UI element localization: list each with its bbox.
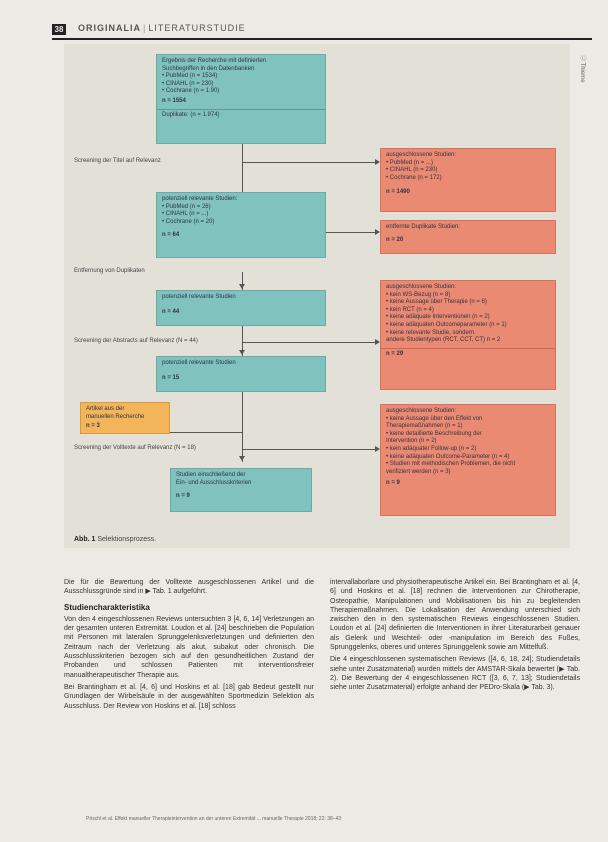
flow-line: • Cochrane (n = 1.90): [162, 88, 220, 95]
flow-line: entfernte Duplikate Studien:: [386, 224, 461, 230]
flow-line: • keine relevante Studie, sondern: [386, 329, 475, 336]
duplicates-line: Duplikate: (n = 1.974): [162, 111, 220, 118]
flow-line: • CINAHL (n = 230): [386, 167, 438, 174]
step-label-abstract-screening: Screening der Abstracts auf Relevanz (N = 44): [74, 338, 198, 344]
flow-connector: [242, 162, 377, 163]
flow-line: Artikel aus der: [86, 406, 125, 412]
flow-line: • keine adäquaten Outcome-Parameter (n = 4): [386, 453, 510, 460]
flow-count: n = 1554: [162, 97, 186, 104]
flow-line: • PubMed (n = 26): [162, 203, 211, 210]
flow-line: • kein RCT (n = 4): [386, 306, 434, 313]
flow-count: n = 20: [386, 236, 404, 243]
flow-line: Ein- und Ausschlusskriterien: [176, 479, 252, 486]
paragraph: Von den 4 eingeschlossenen Reviews untersuchten 3 [4, 6, 14] Verletzungen an der gesamten unteren Extremität. Loudon et al. [24] beschrieben die Population mit Personen mit lateralen Sprunggelenksverletzungen und definierten den Zeitraum nach der Verletzung als akut, subakut oder chronisch. Die Ausschlusskriterien bezogen sich auf den gesundheitlichen Zustand der Probanden und schlossen Patienten mit interventionsfreier manualtherapeutischer Therapie aus.: [64, 615, 314, 679]
flow-line: • PubMed (n = 1534): [162, 73, 218, 80]
flow-count: n = 9: [386, 480, 400, 487]
flow-line: potenziell relevante Studien: [162, 360, 236, 366]
flow-line: ausgeschlossene Studien:: [386, 152, 457, 158]
flow-box-excluded-abstracts: [380, 280, 556, 390]
flow-line: • keine detaillierte Beschreibung der: [386, 430, 482, 437]
flow-line: • kein adäquater Follow-up (n = 2): [386, 445, 477, 452]
section-heading: Studiencharakteristika: [64, 602, 150, 612]
flow-line: Therapiemaßnahmen (n = 1): [386, 423, 463, 430]
flow-line: • PubMed (n = ...): [386, 159, 433, 166]
journal-section: ORIGINALIA: [78, 23, 141, 33]
running-header: ORIGINALIA | LITERATURSTUDIE: [78, 23, 246, 33]
page-number: 38: [52, 24, 66, 35]
flow-connector: [242, 449, 377, 450]
flow-count: n = 15: [162, 374, 180, 381]
step-label-fulltext-screening: Screening der Volltexte auf Relevanz (N = 18): [74, 445, 196, 451]
flow-diagram-figure: [64, 44, 570, 548]
flow-box-excluded-fulltexts: [380, 404, 556, 516]
flow-count: n = 9: [176, 493, 190, 500]
flow-connector: [242, 392, 243, 462]
flow-box-excluded-titles: [380, 148, 556, 212]
figure-caption: [74, 536, 156, 543]
flow-box-relevant-studies-15: [156, 356, 326, 392]
flow-connector: [242, 342, 377, 343]
text-column-left: [64, 578, 314, 714]
flow-line: • CINAHL (n = 230): [162, 80, 214, 87]
flow-line: • keine adäquate Interventionen (n = 2): [386, 314, 490, 321]
flow-line: • keine Aussage über den Effekt von: [386, 415, 483, 422]
flow-box-relevant-studies-44: [156, 290, 326, 326]
flow-box-search-results: [156, 54, 326, 144]
paragraph: Bei Brantingham et al. [4, 6] und Hoskins et al. [18] gab Bedeut gestellt nur Grundlagen der Wirbelsäule in der ausgewählten Sportmedizin Selektion als Ausschluss. Der Review von Hoskins et al. [18] schloss: [64, 683, 314, 710]
paragraph: intervallaborlare und physiotherapeutische Artikel ein. Bei Brantingham et al. [4, 6] und Hoskins et al. [18] rechnen die Interventionen zur Chirotherapie, Osteopathie, Manipulationen und Mobilisationen bis hin zu begleitenden Therapiemaßnahmen. Die Lokalisation der Anwendung unterschied sich zwischen den in den systematischen Reviews eingeschlossenen Studien. Loudon et al. [24] definierten die Interventionen in ihrer Literaturarbeit genauer als Gelenk und Weichteil- oder -manipulation im Bereich des Fußes, Sprunggelenks, oberes und unteres Sprunggelenk sowie am Mittelfuß.: [330, 579, 580, 652]
flow-line: manuellen Recherche: [86, 413, 145, 420]
flow-line: • CINAHL (n = ...): [162, 211, 209, 218]
flow-line: Studien einschließend der: [176, 472, 246, 478]
flow-count: n = 64: [162, 232, 180, 239]
flow-line: • keine Aussage über Therapie (n = 6): [386, 299, 487, 306]
flow-box-removed-duplicates: [380, 220, 556, 254]
arrow-down-icon: [239, 456, 245, 461]
flow-box-manual-search: [80, 402, 170, 434]
flow-line: • kein WS-Bezug (n = 8): [386, 291, 451, 298]
flow-line: • keine adäquaten Outcomeparameter (n = 1): [386, 321, 507, 328]
side-copyright-mark: Ⓒ Thieme: [579, 55, 585, 83]
flow-line: • Studien mit methodischen Problemen, die nicht: [386, 461, 516, 468]
header-rule: [52, 38, 592, 40]
figure-label: Abb. 1: [74, 536, 96, 543]
text-column-right: [330, 578, 580, 696]
article-type: LITERATURSTUDIE: [148, 23, 246, 33]
flow-line: verifiziert werden (n = 3): [386, 468, 451, 475]
arrow-down-icon: [239, 350, 245, 355]
flow-line: Ergebnis der Recherche mit definierten: [162, 58, 267, 64]
flow-line: Suchbegriffen in den Datenbanken: [162, 65, 255, 72]
flow-count: n = 1490: [386, 189, 410, 196]
flow-count: n = 44: [162, 308, 180, 315]
flow-line: potenziell relevante Studien:: [162, 196, 238, 202]
flow-line: • Cochrane (n = 20): [162, 218, 215, 225]
flow-line: Intervention (n = 2): [386, 438, 437, 445]
arrow-down-icon: [239, 284, 245, 289]
flow-count: n = 3: [86, 423, 100, 430]
flow-line: ausgeschlossene Studien:: [386, 408, 457, 414]
page-footer: Pöschl et al. Effekt manueller Therapieintervention an der unteren Extremität ... manuelle Therapie 2018; 22: 38–43: [86, 816, 342, 822]
flow-box-included-studies: [170, 468, 312, 512]
paragraph: Die für die Bewertung der Volltexte ausgeschlossenen Artikel und die Ausschlussgründe sind in ▶ Tab. 1 aufgeführt.: [64, 579, 314, 596]
step-label-title-screening: Screening der Titel auf Relevanz: [74, 158, 161, 164]
figure-caption-text: Selektionsprozess.: [97, 536, 157, 543]
flow-line: • Cochrane (n = 172): [386, 174, 442, 181]
step-label-duplicate-removal: Entfernung von Duplikaten: [74, 268, 145, 274]
flow-count: n = 29: [386, 350, 404, 357]
paragraph: Die 4 eingeschlossenen systematischen Reviews ([4, 6, 18, 24]; Studiendetails siehe unter Zusatzmaterial) wurden mittels der AMSTAR-Skala bewertet (▶ Tab. 2). Die Bewertung der 4 eingeschlossenen RCT ([3, 6, 7, 13]; Studiendetails siehe unter Zusatzmaterial) erfolgte anhand der PEDro-Skala (▶ Tab. 3).: [330, 656, 580, 692]
flow-line: potenziell relevante Studien: [162, 294, 236, 300]
flow-line: ausgeschlossene Studien:: [386, 284, 457, 290]
flow-box-potential-studies: [156, 192, 326, 258]
flow-line: andere Studientypen (RCT, CCT, CT) n = 2: [386, 337, 501, 344]
